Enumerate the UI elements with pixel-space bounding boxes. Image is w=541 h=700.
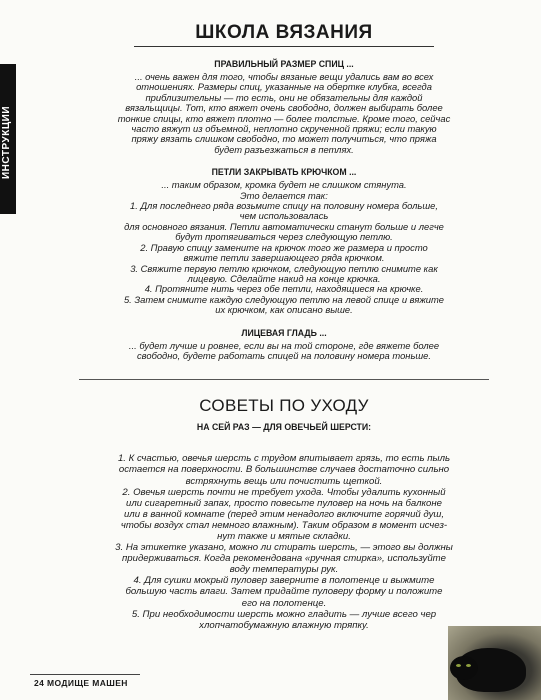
cat-head: [450, 656, 478, 680]
section-divider: [79, 379, 489, 380]
title-underline: [134, 46, 434, 47]
text-line: 5. При необходимости шерсть можно гладить — лучше всего чер: [131, 608, 437, 620]
text-line: 3. На этикетке указано, можно ли стирать шерсть, — этого вы должны: [115, 542, 453, 554]
cat-eye: [456, 664, 461, 667]
section-stockinette: [54, 328, 514, 362]
text-line: чем использовалась: [239, 210, 329, 222]
care-title: СОВЕТЫ ПО УХОДУ: [199, 396, 369, 416]
text-line: отношениях. Размеры спиц, указанные на обертке клубка, всегда: [136, 81, 432, 93]
text-line: остается на поверхности. В большинстве случаев достаточно сильно: [118, 464, 450, 476]
section-heading: ЛИЦЕВАЯ ГЛАДЬ ...: [241, 327, 327, 339]
section-body: [64, 341, 504, 362]
article: [54, 0, 514, 631]
text-line: их крючком, как описано выше.: [215, 304, 353, 316]
text-line: лицевую. Сделайте накид на конце крючка.: [187, 272, 381, 284]
text-line: Это делается так:: [240, 189, 328, 201]
text-line: ... очень важен для того, чтобы вязаные вещи удались вам во всех: [134, 71, 434, 82]
text-line: или сигаретный запах, просто повесьте пуловер на ночь на балконе: [126, 497, 442, 509]
text-line: 3. Свяжите первую петлю крючком, следующую петлю снимите как: [130, 262, 438, 274]
section-body: [64, 72, 504, 155]
text-line: вязальщицы. Тот, кто вяжет очень свободно, должен выбирать более: [125, 102, 443, 114]
text-line: будет разъезжаться в петлях.: [214, 143, 354, 155]
text-line: вяжите петли завершающего ряда крючком.: [183, 252, 385, 264]
text-line: встряхнуть вещь или почистить щеткой.: [185, 475, 383, 487]
section-heading: ПЕТЛИ ЗАКРЫВАТЬ КРЮЧКОМ ...: [211, 167, 357, 179]
cat-eye: [466, 664, 471, 667]
text-line: большую часть влаги. Затем придайте пуловеру форму и положите: [125, 586, 443, 598]
text-line: часто вяжут из объемной, неплотно скрученной пряжи; если такую: [131, 123, 437, 135]
text-line: ... будет лучше и ровнее, если вы на той стороне, где вяжете более: [128, 339, 440, 351]
section-body: [64, 180, 504, 315]
text-line: будут протягиваться через следующую петлю.: [175, 231, 393, 243]
text-line: или в ванной комнате (перед этим ненадолго включите горячий душ,: [123, 508, 445, 520]
text-line: воду температуры рук.: [229, 564, 339, 576]
black-cat-photo: [448, 626, 541, 700]
text-line: его на полотенце.: [241, 597, 327, 609]
text-line: 1. К счастью, овечья шерсть с трудом впитывает грязь, то есть пыль: [117, 453, 451, 465]
text-line: хлопчатобумажную влажную тряпку.: [199, 619, 369, 631]
text-line: для основного вязания. Петли автоматически станут больше и легче: [124, 220, 444, 232]
text-line: чтобы воздух стал немного влажным). Таким образом в момент исчез-: [120, 519, 448, 531]
care-body: [64, 453, 504, 631]
section-needle-size: [54, 59, 514, 155]
text-line: приблизительны — то есть, они не обязательны для каждой: [145, 91, 423, 103]
text-line: 2. Правую спицу замените на крючок того же размера и просто: [140, 241, 428, 253]
text-line: тонкие спицы, кто вяжет плотно — более толстые. Кроме того, сейчас: [117, 112, 451, 124]
text-line: нут также и мятые складки.: [217, 531, 351, 542]
text-line: свободно, будете работать спицей на половину номера тоньше.: [136, 349, 431, 361]
side-label: ИНСТРУКЦИИ: [1, 105, 12, 179]
text-line: ... таким образом, кромка будет не слишком стянута.: [161, 179, 407, 191]
section-bind-off: [54, 167, 514, 315]
care-heading: НА СЕЙ РАЗ — ДЛЯ ОВЕЧЬЕЙ ШЕРСТИ:: [196, 422, 372, 434]
text-line: 4. Для сушки мокрый пуловер заверните в полотенце и выжмите: [133, 575, 435, 587]
text-line: придерживаться. Когда рекомендована «ручная стирка», используйте: [122, 553, 446, 565]
section-heading: ПРАВИЛЬНЫЙ РАЗМЕР СПИЦ ...: [214, 59, 354, 70]
text-line: 1. Для последнего ряда возьмите спицу на половину номера больше,: [130, 200, 438, 212]
page-title: ШКОЛА ВЯЗАНИЯ: [195, 22, 373, 43]
footer-rule: [30, 674, 140, 675]
text-line: 5. Затем снимите каждую следующую петлю на левой спице и вяжите: [123, 293, 445, 305]
text-line: 4. Протяните нить через обе петли, находящиеся на крючке.: [144, 283, 424, 295]
text-line: 2. Овечья шерсть почти не требует ухода. Чтобы удалить кухонный: [122, 486, 446, 498]
care-section: [54, 396, 514, 631]
text-line: пряжу вязать слишком свободно, то может получиться, что пряжа: [131, 133, 437, 145]
page-footer: 24 МОДИЩЕ МАШЕН: [34, 678, 128, 688]
